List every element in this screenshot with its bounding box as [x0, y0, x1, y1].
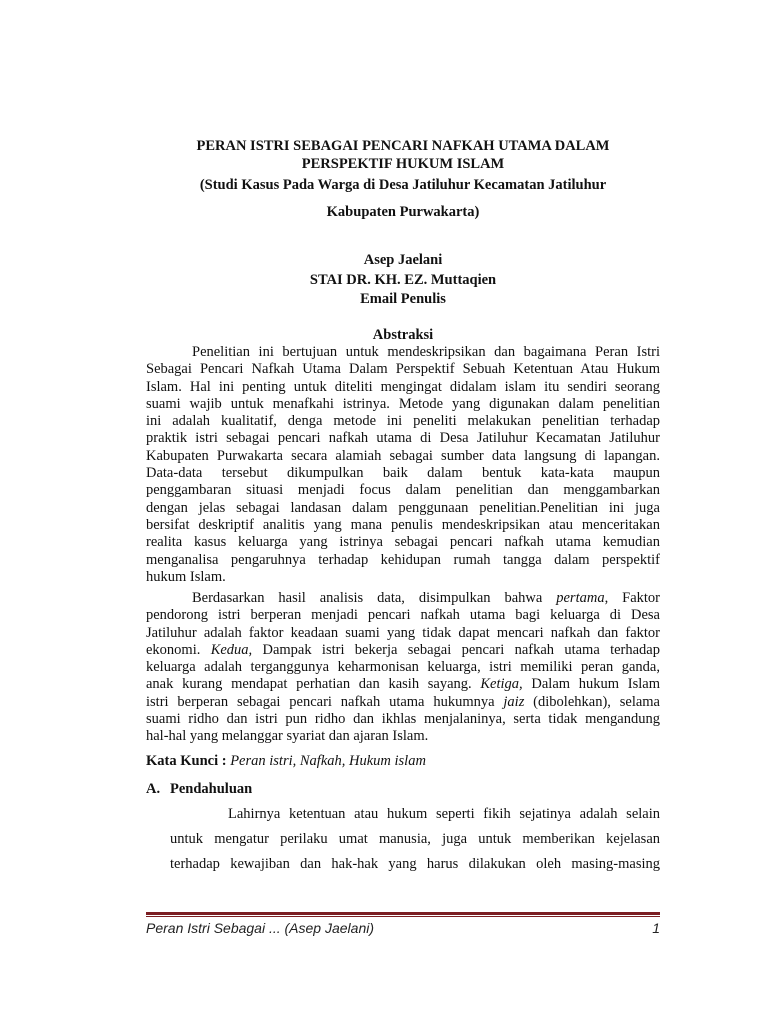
abstract-line: dengan jelas sebagai landasan dalam penggunaan penelitian.Penelitian ini juga	[146, 499, 660, 516]
author-name: Asep Jaelani	[363, 252, 443, 268]
abstract-line: bersifat deskriptif analitis yang mana penulis mendeskripsikan atau menceritakan	[146, 516, 660, 533]
abstract-line: Berdasarkan hasil analisis data, disimpulkan bahwa pertama, Faktor	[192, 590, 661, 606]
abstract-line: praktik istri sebagai pencari nafkah utama di Desa Jatiluhur Kecamatan Jatiluhur	[146, 430, 660, 447]
abstract-line: ekonomi. Kedua, Dampak istri bekerja sebagai pencari nafkah utama terhadap	[146, 641, 660, 658]
abstract-line: Islam. Hal ini penting untuk diteliti mengingat didalam islam itu sendiri seorang	[146, 378, 660, 395]
body-line: terhadap kewajiban dan hak-hak yang harus dilakukan oleh masing-masing	[170, 856, 660, 872]
body-line: Lahirnya ketentuan atau hukum seperti fikih sejatinya adalah selain	[228, 806, 660, 822]
body-line: untuk mengatur perilaku umat manusia, juga untuk memberikan kejelasan	[170, 831, 660, 847]
abstract-line: suami ridho dan istri pun ridho dan ikhlas menjalaninya, serta tidak mengandung	[146, 711, 660, 728]
subtitle-line-2: Kabupaten Purwakarta)	[326, 204, 480, 220]
subtitle-line-1: (Studi Kasus Pada Warga di Desa Jatiluhur Kecamatan Jatiluhur	[199, 177, 607, 193]
running-footer-title: Peran Istri Sebagai ... (Asep Jaelani)	[146, 920, 375, 936]
introduction-paragraph	[170, 802, 660, 877]
abstract-line: Jatiluhur adalah faktor keadaan suami yang tidak dapat mencari nafkah dan faktor	[146, 624, 660, 641]
page-number: 1	[652, 920, 660, 936]
abstract-paragraph-2	[146, 590, 660, 746]
author-email: Email Penulis	[360, 291, 446, 307]
abstract-line: penggambaran situasi menjadi focus dalam penelitian dan menggambarkan	[146, 482, 660, 499]
abstract-paragraph-1	[146, 344, 660, 586]
footer-rule-thin	[146, 916, 660, 917]
abstract-line: anak kurang mendapat perhatian dan kasih sayang. Ketiga, Dalam hukum Islam	[146, 676, 660, 693]
abstract-line: Sebagai Pencari Nafkah Utama Dalam Perspektif Sebuah Ketentuan Atau Hukum	[146, 361, 660, 378]
abstract-line: keluarga adalah terganggunya keharmonisan keluarga, istri memiliki peran ganda,	[146, 659, 660, 676]
abstract-line: Kabupaten Purwakarta secara alamiah sebagai sumber data langsung di lapangan.	[146, 447, 660, 464]
section-number: A.	[146, 781, 161, 797]
abstract-heading: Abstraksi	[372, 327, 434, 343]
abstract-line: menganalisa pengaruhnya terhadap kehidupan rumah tangga dalam perspektif	[146, 551, 660, 568]
title-line-2: PERSPEKTIF HUKUM ISLAM	[301, 156, 505, 172]
section-title: Pendahuluan	[170, 781, 253, 797]
keywords-value: Peran istri, Nafkah, Hukum islam	[226, 753, 426, 769]
author-affiliation: STAI DR. KH. EZ. Muttaqien	[309, 272, 497, 288]
abstract-line: Penelitian ini bertujuan untuk mendeskripsikan dan bagaimana Peran Istri	[192, 344, 660, 360]
keywords	[146, 753, 426, 770]
section-heading	[146, 781, 252, 798]
abstract-line: ini adalah kualitatif, denga metode ini peneliti melakukan penelitian terhadap	[146, 413, 660, 430]
abstract-line: realita kasus keluarga yang istrinya sebagai pencari nafkah utama kemudian	[146, 534, 660, 551]
title-line-1: PERAN ISTRI SEBAGAI PENCARI NAFKAH UTAMA DALAM	[196, 138, 610, 154]
abstract-line: istri berperan sebagai pencari nafkah utama hukumnya jaiz (dibolehkan), selama	[146, 693, 660, 710]
abstract-line: hal-hal yang melanggar syariat dan ajaran Islam.	[146, 728, 429, 745]
abstract-line: hukum Islam.	[146, 568, 226, 585]
keywords-label: Kata Kunci :	[146, 753, 227, 769]
abstract-line: suami wajib untuk menafkahi istrinya. Metode yang digunakan dalam penelitian	[146, 395, 660, 412]
abstract-line: pendorong istri berperan menjadi pencari nafkah utama bagi keluarga di Desa	[146, 607, 660, 624]
footer-rule	[146, 912, 660, 915]
abstract-line: Data-data tersebut dikumpulkan baik dalam bentuk kata-kata maupun	[146, 465, 660, 482]
